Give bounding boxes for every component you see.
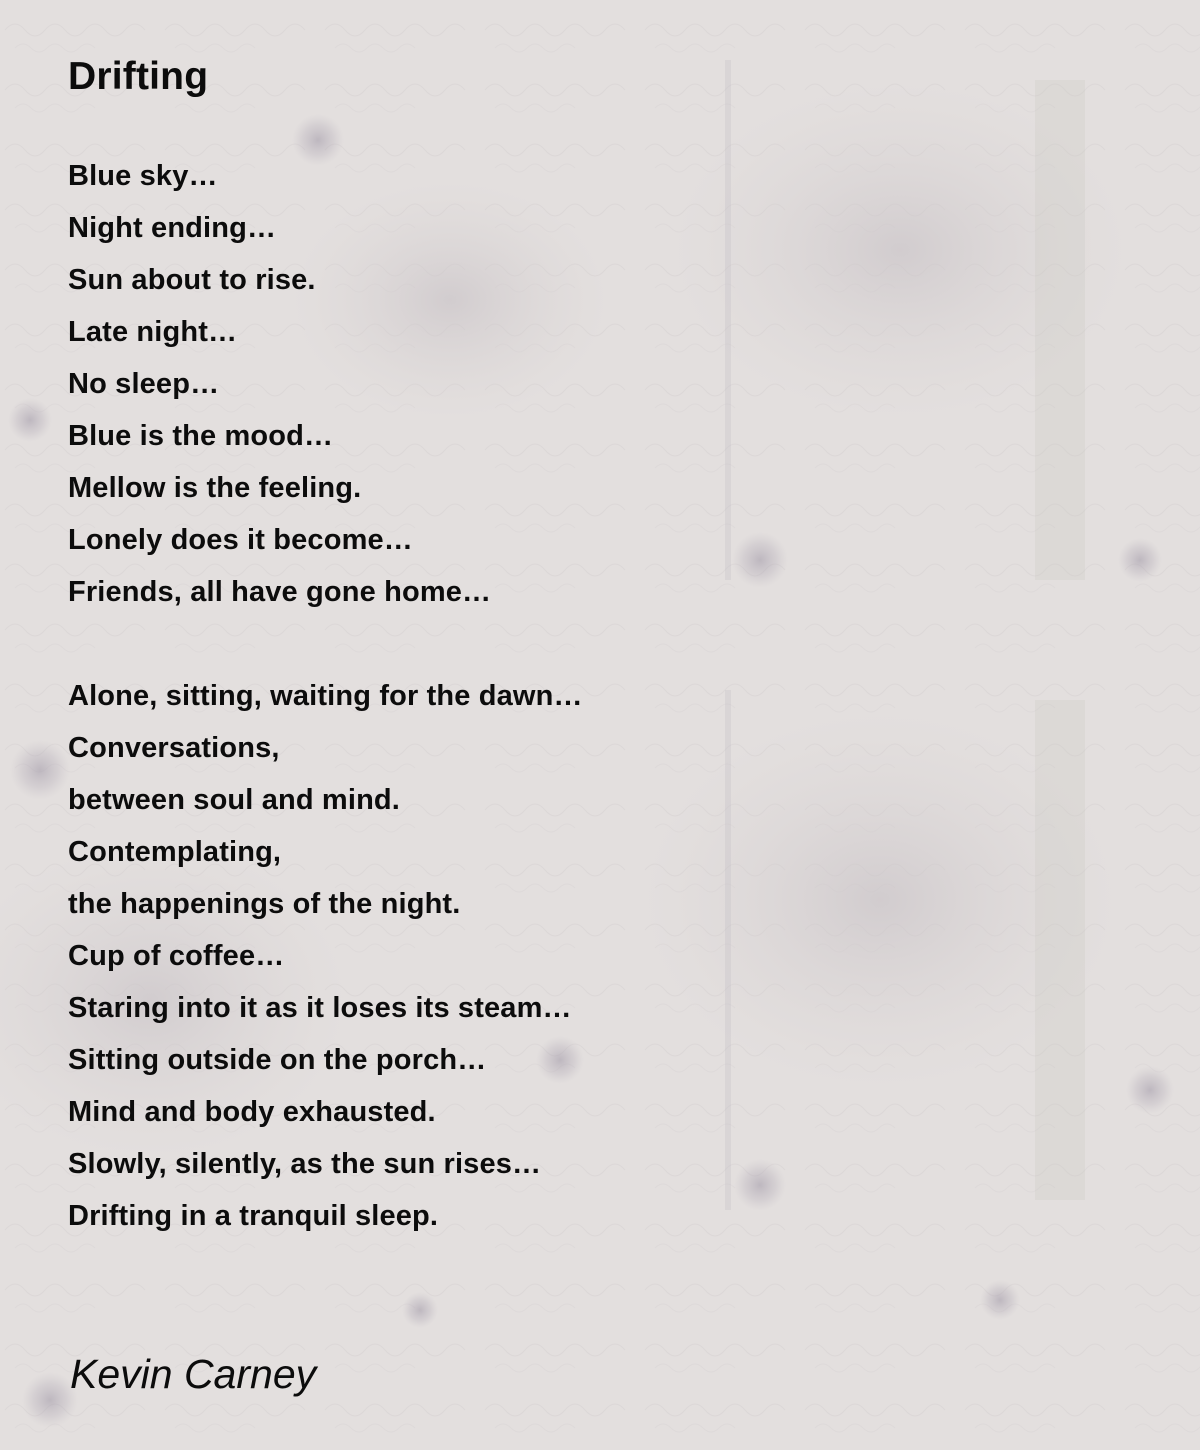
poem-line: Cup of coffee… <box>68 940 285 972</box>
poem-line: Night ending… <box>68 212 277 244</box>
poem-author: Kevin Carney <box>70 1351 317 1397</box>
poem-line: Friends, all have gone home… <box>68 576 492 608</box>
poem-line: the happenings of the night. <box>68 888 461 920</box>
poem-line: Slowly, silently, as the sun rises… <box>68 1148 542 1180</box>
poem-line: Sitting outside on the porch… <box>68 1044 487 1076</box>
poem-title: Drifting <box>68 55 209 98</box>
poem-line: Mellow is the feeling. <box>68 472 362 504</box>
poem-line: Contemplating, <box>68 836 282 868</box>
poem-line: Alone, sitting, waiting for the dawn… <box>68 680 583 712</box>
stanza-1 <box>68 150 491 618</box>
poem-line: Staring into it as it loses its steam… <box>68 992 572 1024</box>
poem-line: Blue is the mood… <box>68 420 334 452</box>
poem-line: Blue sky… <box>68 160 218 192</box>
poem-line: Mind and body exhausted. <box>68 1096 436 1128</box>
stanza-2 <box>68 670 583 1242</box>
poem-line: between soul and mind. <box>68 784 400 816</box>
poem-line: Conversations, <box>68 732 280 764</box>
poem-line: Sun about to rise. <box>68 264 316 296</box>
poem-line: Late night… <box>68 316 238 348</box>
poem-line: No sleep… <box>68 368 220 400</box>
poem-line: Lonely does it become… <box>68 524 413 556</box>
poem-line: Drifting in a tranquil sleep. <box>68 1200 439 1232</box>
